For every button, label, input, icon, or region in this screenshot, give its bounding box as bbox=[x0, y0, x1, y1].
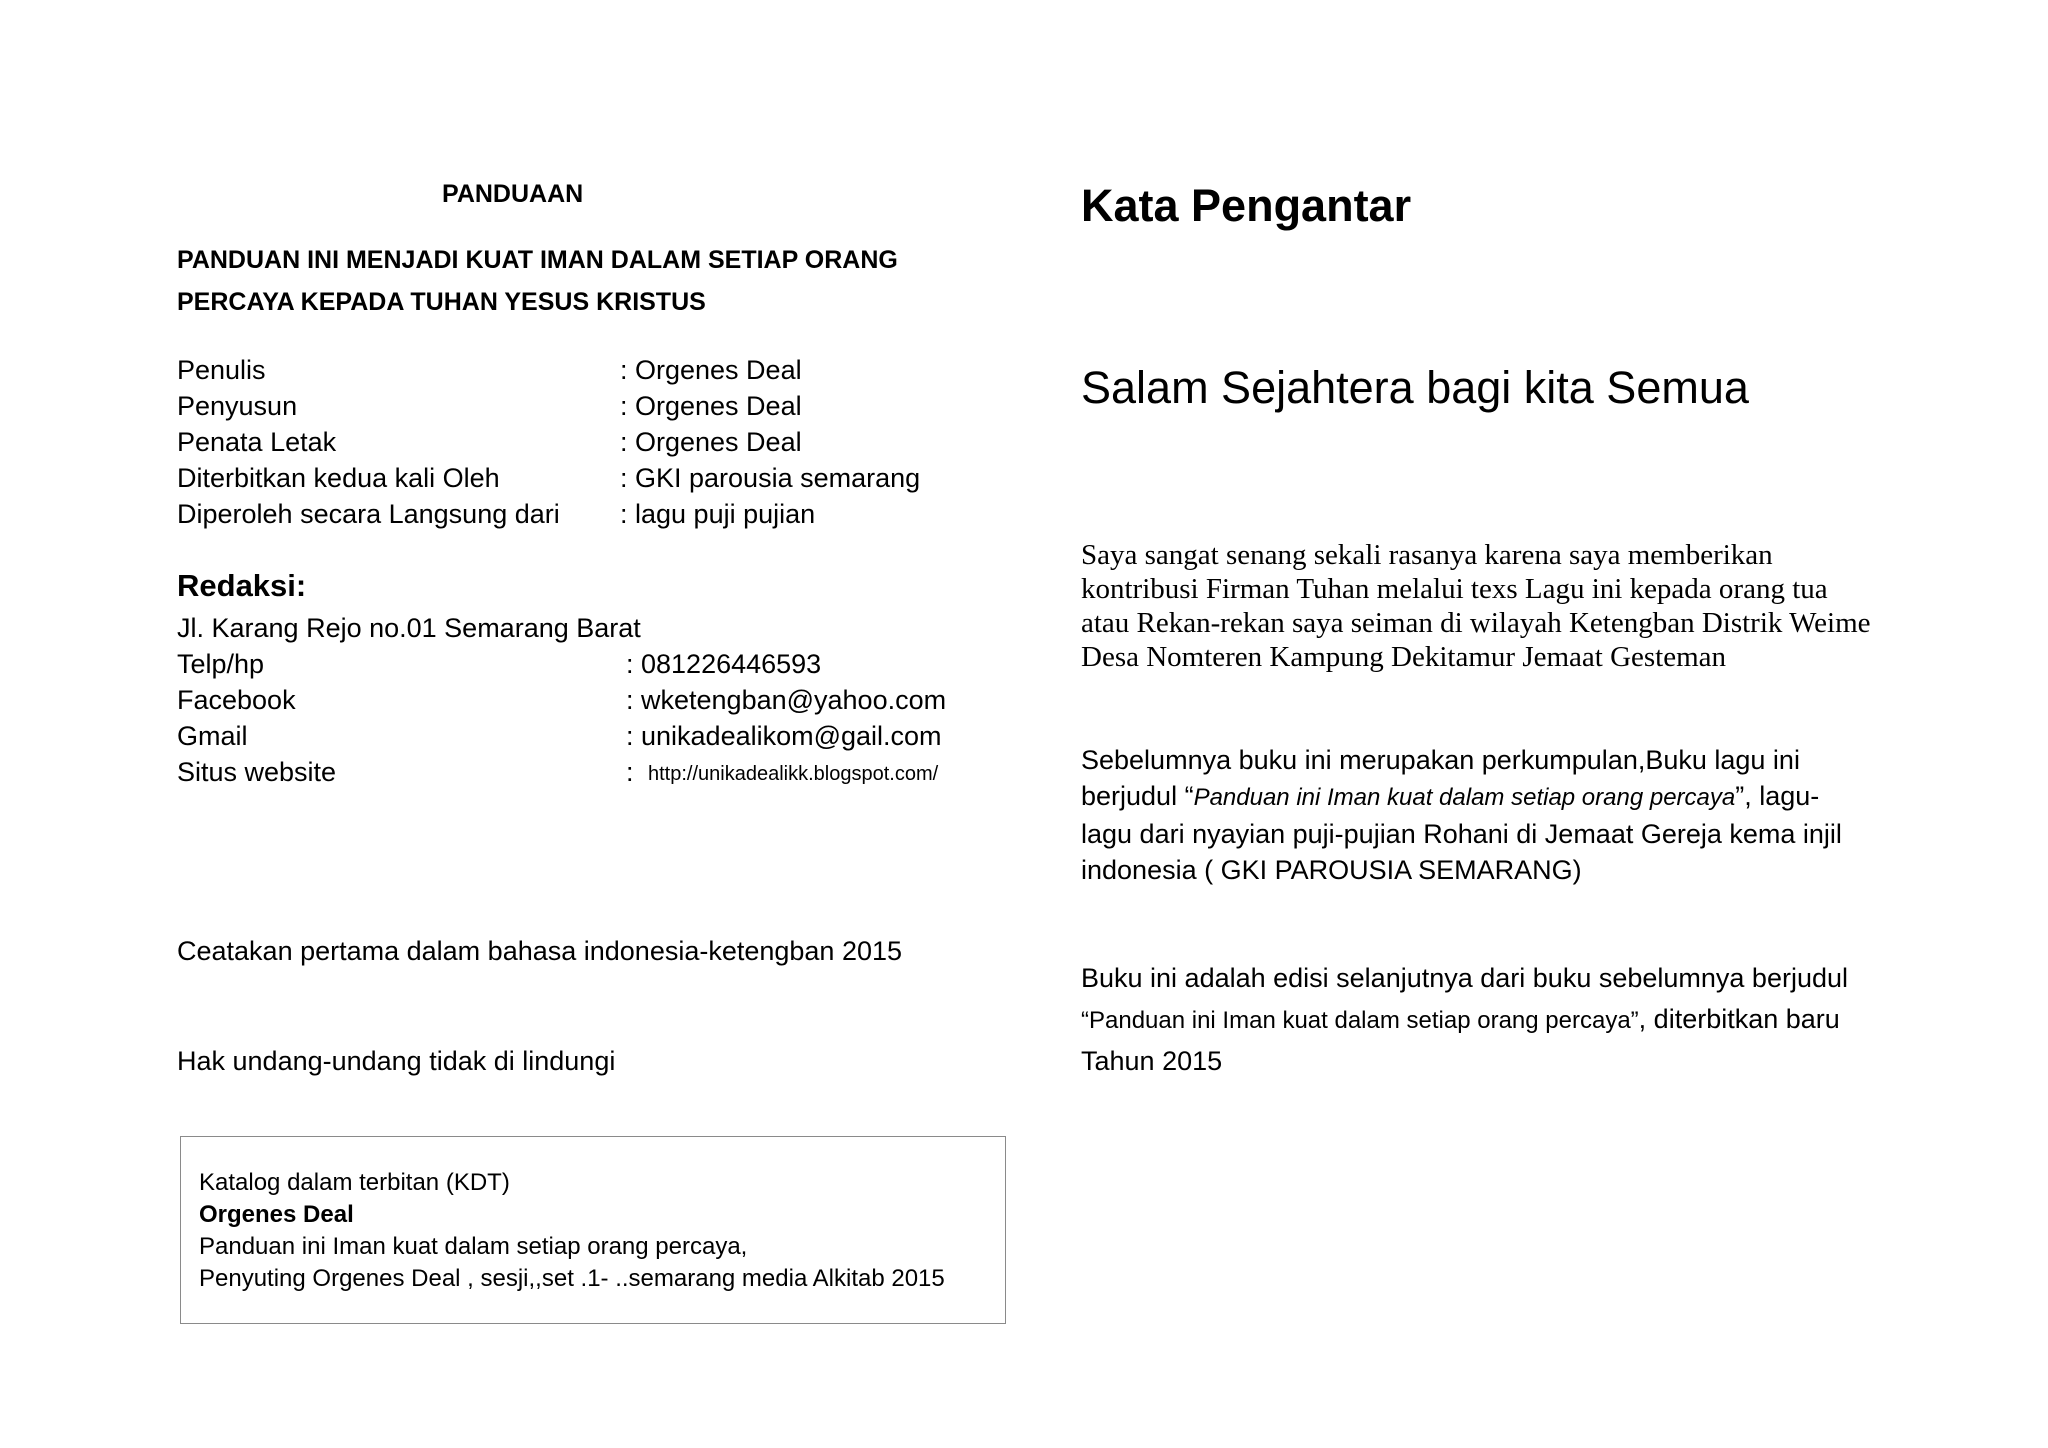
contact-value: : wketengban@yahoo.com bbox=[626, 685, 947, 715]
copyright-text: Hak undang-undang tidak di lindungi bbox=[177, 1046, 616, 1076]
info-label: Diterbitkan kedua kali Oleh bbox=[177, 463, 500, 493]
kdt-publisher: Penyuting Orgenes Deal , sesji,,set .1- ..semarang media Alkitab 2015 bbox=[199, 1265, 945, 1292]
kdt-author: Orgenes Deal bbox=[199, 1201, 354, 1228]
kdt-box bbox=[180, 1136, 1006, 1324]
info-label: Diperoleh secara Langsung dari bbox=[177, 499, 560, 529]
paragraph-1-line: kontribusi Firman Tuhan melalui texs Lagu ini kepada orang tua bbox=[1081, 573, 1828, 605]
info-value: : Orgenes Deal bbox=[620, 355, 802, 385]
paragraph-2-text: ”, lagu- bbox=[1735, 781, 1820, 811]
website-label: Situs website bbox=[177, 757, 337, 787]
website-link[interactable]: http://unikadealikk.blogspot.com/ bbox=[648, 763, 939, 785]
subtitle-line-1: PANDUAN INI MENJADI KUAT IMAN DALAM SETIAP ORANG bbox=[177, 246, 898, 274]
paragraph-3-line: Tahun 2015 bbox=[1081, 1046, 1223, 1076]
paragraph-3-line bbox=[1081, 999, 1911, 1041]
paragraph-3-text: , diterbitkan baru bbox=[1638, 1004, 1840, 1034]
paragraph-1-line: Desa Nomteren Kampung Dekitamur Jemaat Gesteman bbox=[1081, 641, 1727, 673]
info-value: : GKI parousia semarang bbox=[620, 463, 921, 493]
kdt-book-title: Panduan ini Iman kuat dalam setiap orang percaya, bbox=[199, 1233, 748, 1260]
info-label: Penata Letak bbox=[177, 427, 337, 457]
paragraph-2-line bbox=[1081, 778, 1911, 816]
foreword-title: Kata Pengantar bbox=[1081, 180, 1412, 231]
paragraph-2-line: Sebelumnya buku ini merupakan perkumpulan,Buku lagu ini bbox=[1081, 745, 1800, 775]
contact-label: Facebook bbox=[177, 685, 296, 715]
paragraph-2-line: lagu dari nyayian puji-pujian Rohani di Jemaat Gereja kema injil bbox=[1081, 819, 1842, 849]
kdt-title: Katalog dalam terbitan (KDT) bbox=[199, 1169, 510, 1196]
info-value: : Orgenes Deal bbox=[620, 391, 802, 421]
paragraph-1-line: Saya sangat senang sekali rasanya karena saya memberikan bbox=[1081, 539, 1773, 571]
contact-value: : unikadealikom@gail.com bbox=[626, 721, 942, 751]
contact-label: Gmail bbox=[177, 721, 248, 751]
address: Jl. Karang Rejo no.01 Semarang Barat bbox=[177, 613, 641, 643]
website-colon: : bbox=[626, 757, 634, 787]
subtitle-line-2: PERCAYA KEPADA TUHAN YESUS KRISTUS bbox=[177, 288, 706, 316]
book-title-italic: Panduan ini Iman kuat dalam setiap orang percaya bbox=[1193, 784, 1736, 811]
info-label: Penulis bbox=[177, 355, 266, 385]
contact-label: Telp/hp bbox=[177, 649, 265, 679]
contact-value: : 081226446593 bbox=[626, 649, 822, 679]
paragraph-3 bbox=[1081, 958, 1911, 1082]
paragraph-2-line: indonesia ( GKI PAROUSIA SEMARANG) bbox=[1081, 855, 1582, 885]
paragraph-3-line: Buku ini adalah edisi selanjutnya dari buku sebelumnya berjudul bbox=[1081, 963, 1848, 993]
info-value: : Orgenes Deal bbox=[620, 427, 802, 457]
greeting: Salam Sejahtera bagi kita Semua bbox=[1081, 362, 1749, 413]
page-heading: PANDUAAN bbox=[442, 180, 584, 208]
paragraph-1-line: atau Rekan-rekan saya seiman di wilayah Ketengban Distrik Weime bbox=[1081, 607, 1871, 639]
info-value: : lagu puji pujian bbox=[620, 499, 816, 529]
book-title-quote: “Panduan ini Iman kuat dalam setiap orang percaya” bbox=[1081, 1007, 1639, 1034]
cetakan-text: Ceatakan pertama dalam bahasa indonesia-ketengban 2015 bbox=[177, 936, 903, 966]
redaksi-heading: Redaksi: bbox=[177, 568, 307, 603]
paragraph-2 bbox=[1081, 742, 1911, 888]
right-page bbox=[1024, 0, 2048, 1448]
info-label: Penyusun bbox=[177, 391, 298, 421]
paragraph-1 bbox=[1081, 538, 1921, 674]
paragraph-2-text: berjudul “ bbox=[1081, 781, 1194, 811]
